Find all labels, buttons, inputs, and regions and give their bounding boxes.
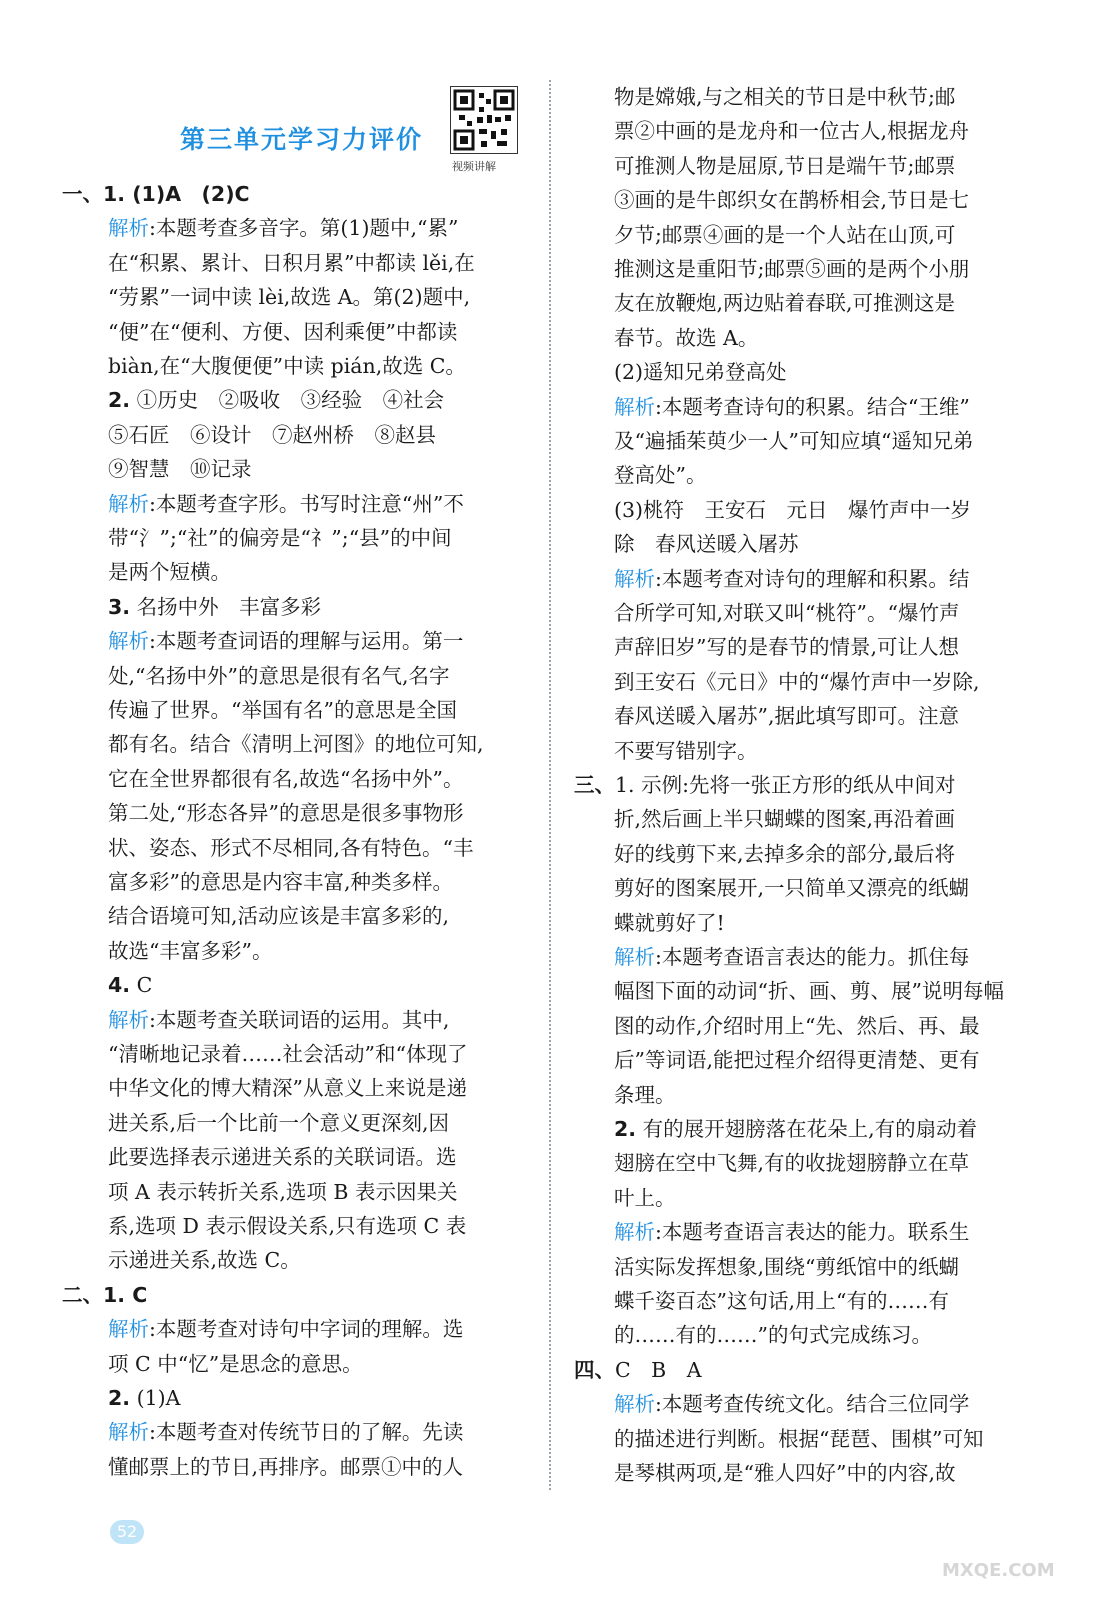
watermark-text: MXQE.COM bbox=[942, 1560, 1055, 1581]
text-line bbox=[614, 1078, 676, 1112]
line-text: 好的线剪下来,去掉多余的部分,最后将 bbox=[614, 841, 956, 866]
line-text: 的描述进行判断。根据“琵琶、围棋”可知 bbox=[614, 1426, 984, 1451]
line-text: 票②中画的是龙舟和一位古人,根据龙舟 bbox=[614, 119, 970, 144]
text-line bbox=[108, 624, 463, 658]
line-text: 状、姿态、形式不尽相同,各有特色。“丰 bbox=[108, 835, 474, 860]
line-text: 条理。 bbox=[614, 1082, 676, 1107]
header bbox=[160, 78, 560, 188]
line-text: :本题考查字形。书写时注意“州”不 bbox=[149, 491, 464, 516]
text-line bbox=[108, 968, 152, 1002]
analysis-tag: 解析 bbox=[108, 1007, 149, 1032]
text-line bbox=[108, 246, 475, 280]
text-line bbox=[108, 693, 457, 727]
line-text: C bbox=[130, 973, 153, 998]
section-number: 二、 bbox=[62, 1282, 103, 1307]
text-line bbox=[108, 1347, 363, 1381]
question-number: 3. bbox=[108, 594, 131, 619]
text-line bbox=[614, 286, 955, 320]
line-text: (2)遥知兄弟登高处 bbox=[614, 360, 787, 385]
text-line bbox=[614, 252, 969, 286]
analysis-tag: 解析 bbox=[108, 1420, 149, 1445]
text-line bbox=[108, 831, 474, 865]
text-line bbox=[614, 562, 969, 596]
text-line bbox=[108, 487, 464, 521]
text-line bbox=[614, 1215, 969, 1249]
analysis-tag: 解析 bbox=[108, 1317, 149, 1342]
line-text: :本题考查关联词语的运用。其中, bbox=[149, 1007, 450, 1032]
line-text: 活实际发挥想象,围绕“剪纸馆中的纸蝴 bbox=[614, 1254, 959, 1279]
line-text: 在“积累、累计、日积月累”中都读 lěi,在 bbox=[108, 250, 475, 275]
line-text: 春节。故选 A。 bbox=[614, 325, 759, 350]
text-line bbox=[108, 1106, 449, 1140]
line-text: 处,“名扬中外”的意思是很有名气,名字 bbox=[108, 663, 450, 688]
text-line bbox=[108, 1175, 457, 1209]
text-line bbox=[614, 1181, 676, 1215]
text-line bbox=[108, 315, 457, 349]
line-text: :本题考查对诗句的理解和积累。结 bbox=[655, 566, 970, 591]
text-line bbox=[614, 1318, 932, 1352]
line-text: 带“氵”;“社”的偏旁是“礻”;“县”的中间 bbox=[108, 526, 452, 550]
line-text: 图的动作,介绍时用上“先、然后、再、最 bbox=[614, 1013, 980, 1038]
line-text: ③画的是牛郎织女在鹊桥相会,节日是七 bbox=[614, 188, 970, 213]
line-text: (1)A bbox=[130, 1386, 181, 1410]
text-line bbox=[614, 1043, 980, 1077]
qr-label: 视频讲解 bbox=[452, 160, 496, 173]
line-text: 系,选项 D 表示假设关系,只有选项 C 表 bbox=[108, 1214, 467, 1238]
line-text: 登高处”。 bbox=[614, 463, 707, 488]
qr-code-icon[interactable] bbox=[450, 86, 518, 154]
text-line bbox=[614, 940, 969, 974]
line-text: :本题考查对诗句中字词的理解。选 bbox=[149, 1317, 464, 1342]
text-line bbox=[108, 865, 453, 899]
line-text: 进关系,后一个比前一个意义更深刻,因 bbox=[108, 1110, 450, 1135]
section-number: 一、 bbox=[62, 182, 103, 206]
line-text: 是琴棋两项,是“雅人四好”中的内容,故 bbox=[614, 1461, 956, 1485]
text-line bbox=[614, 149, 955, 183]
line-text: 推测这是重阳节;邮票⑤画的是两个小朋 bbox=[614, 257, 970, 281]
line-text: 声辞旧岁”写的是春节的情景,可让人想 bbox=[614, 635, 959, 660]
text-line bbox=[614, 321, 758, 355]
analysis-tag: 解析 bbox=[614, 566, 655, 591]
analysis-tag: 解析 bbox=[614, 1220, 655, 1245]
question-number: 4. bbox=[108, 973, 131, 998]
line-text: 中华文化的博大精深”从意义上来说是递 bbox=[108, 1076, 467, 1101]
line-text: 都有名。结合《清明上河图》的地位可知, bbox=[108, 732, 484, 757]
text-line bbox=[614, 183, 969, 217]
line-text: 友在放鞭炮,两边贴着春联,可推测这是 bbox=[614, 291, 956, 316]
text-line bbox=[614, 1422, 983, 1456]
line-text: 项 C 中“忆”是思念的意思。 bbox=[108, 1351, 363, 1376]
text-line bbox=[108, 452, 252, 486]
line-text: :本题考查词语的理解与运用。第一 bbox=[149, 629, 464, 654]
line-text: :本题考查对传统节日的了解。先读 bbox=[149, 1420, 464, 1445]
analysis-tag: 解析 bbox=[614, 394, 655, 419]
line-text: “劳累”一词中读 lèi,故选 A。第(2)题中, bbox=[108, 285, 471, 310]
text-line bbox=[108, 1312, 463, 1346]
text-line bbox=[108, 727, 484, 761]
text-line bbox=[614, 218, 955, 252]
line-text: 后”等词语,能把过程介绍得更清楚、更有 bbox=[614, 1048, 980, 1073]
line-text: 项 A 表示转折关系,选项 B 表示因果关 bbox=[108, 1179, 458, 1204]
text-line bbox=[108, 899, 449, 933]
line-text: ①历史 ②吸收 ③经验 ④社会 bbox=[130, 388, 445, 413]
text-line bbox=[108, 1381, 180, 1415]
line-text: 蝶就剪好了! bbox=[614, 910, 725, 935]
text-line bbox=[614, 390, 970, 424]
analysis-tag: 解析 bbox=[108, 491, 149, 516]
line-text: 到王安石《元日》中的“爆竹声中一岁除, bbox=[614, 669, 980, 694]
page-title: 第三单元学习力评价 bbox=[180, 125, 424, 154]
text-line bbox=[614, 974, 1004, 1008]
section-number: 三、 bbox=[574, 773, 615, 797]
line-text: :本题考查诗句的积累。结合“王维” bbox=[655, 394, 970, 419]
line-text: 1. 示例:先将一张正方形的纸从中间对 bbox=[615, 773, 956, 797]
text-line bbox=[614, 1146, 969, 1180]
section-number: 四、 bbox=[574, 1357, 615, 1382]
text-line bbox=[108, 418, 436, 452]
line-text: 1. (1)A (2)C bbox=[103, 182, 250, 206]
line-text: 懂邮票上的节日,再排序。邮票①中的人 bbox=[108, 1454, 464, 1479]
line-text: 第二处,“形态各异”的意思是很多事物形 bbox=[108, 801, 464, 826]
text-line bbox=[108, 1071, 467, 1105]
text-line bbox=[614, 734, 758, 768]
text-line bbox=[108, 521, 452, 555]
line-text: :本题考查多音字。第(1)题中,“累” bbox=[149, 216, 459, 241]
text-line bbox=[108, 659, 450, 693]
text-line bbox=[614, 871, 969, 905]
text-line bbox=[614, 1456, 956, 1490]
line-text: :本题考查语言表达的能力。抓住每 bbox=[655, 945, 970, 969]
analysis-tag: 解析 bbox=[614, 945, 655, 969]
line-text: 富多彩”的意思是内容丰富,种类多样。 bbox=[108, 870, 453, 894]
analysis-tag: 解析 bbox=[108, 629, 149, 654]
line-text: 折,然后画上半只蝴蝶的图案,再沿着画 bbox=[614, 807, 956, 832]
text-line bbox=[614, 596, 959, 630]
line-text: 叶上。 bbox=[614, 1185, 676, 1210]
text-line bbox=[614, 458, 706, 492]
line-text: 春风送暖入屠苏”,据此填写即可。注意 bbox=[614, 704, 959, 729]
question-number: 2. bbox=[108, 388, 131, 413]
text-line bbox=[108, 1209, 466, 1243]
text-line bbox=[108, 934, 272, 968]
text-line bbox=[614, 1250, 959, 1284]
text-line bbox=[614, 1387, 969, 1421]
line-text: 物是嫦娥,与之相关的节日是中秋节;邮 bbox=[614, 85, 956, 109]
line-text: 示递进关系,故选 C。 bbox=[108, 1248, 301, 1273]
line-text: 剪好的图案展开,一只简单又漂亮的纸蝴 bbox=[614, 876, 970, 901]
line-text: 它在全世界都很有名,故选“名扬中外”。 bbox=[108, 766, 464, 791]
line-text: 1. C bbox=[103, 1282, 148, 1307]
text-line bbox=[614, 699, 959, 733]
line-text: :本题考查语言表达的能力。联系生 bbox=[655, 1220, 970, 1245]
line-text: 此要选择表示递进关系的关联词语。选 bbox=[108, 1145, 457, 1170]
text-line bbox=[108, 349, 466, 383]
line-text: “清晰地记录着……社会活动”和“体现了 bbox=[108, 1042, 468, 1066]
line-text: 可推测人物是屈原,节日是端午节;邮票 bbox=[614, 153, 956, 178]
text-line bbox=[108, 555, 231, 589]
text-line bbox=[574, 768, 955, 802]
line-text: 传遍了世界。“举国有名”的意思是全国 bbox=[108, 698, 457, 722]
analysis-tag: 解析 bbox=[614, 1392, 655, 1417]
text-line bbox=[108, 1450, 463, 1484]
line-text: 及“遍插茱萸少一人”可知应填“遥知兄弟 bbox=[614, 429, 974, 453]
question-number: 2. bbox=[108, 1386, 131, 1410]
text-line bbox=[62, 177, 250, 211]
line-text: 故选“丰富多彩”。 bbox=[108, 938, 273, 963]
line-text: 除 春风送暖入屠苏 bbox=[614, 532, 799, 557]
page-number: 52 bbox=[110, 1520, 144, 1544]
line-text: 是两个短横。 bbox=[108, 560, 231, 585]
question-number: 2. bbox=[614, 1117, 637, 1141]
text-line bbox=[108, 1003, 449, 1037]
text-line bbox=[614, 906, 725, 940]
text-line bbox=[614, 802, 955, 836]
line-text: 不要写错别字。 bbox=[614, 738, 758, 763]
line-text: 的……有的……”的句式完成练习。 bbox=[614, 1323, 932, 1348]
text-line bbox=[108, 762, 463, 796]
line-text: 翅膀在空中飞舞,有的收拢翅膀静立在草 bbox=[614, 1151, 970, 1176]
text-line bbox=[574, 1353, 702, 1387]
text-line bbox=[614, 1112, 977, 1146]
text-line bbox=[614, 1009, 980, 1043]
text-line bbox=[108, 383, 444, 417]
line-text: (3)桃符 王安石 元日 爆竹声中一岁 bbox=[614, 497, 972, 522]
line-text: biàn,在“大腹便便”中读 pián,故选 C。 bbox=[108, 354, 466, 378]
text-line bbox=[108, 1415, 463, 1449]
line-text: “便”在“便利、方便、因利乘便”中都读 bbox=[108, 319, 458, 344]
line-text: 幅图下面的动词“折、画、剪、展”说明每幅 bbox=[614, 979, 1004, 1004]
line-text: 合所学可知,对联又叫“桃符”。“爆竹声 bbox=[614, 601, 960, 625]
text-line bbox=[62, 1278, 147, 1312]
text-line bbox=[614, 114, 969, 148]
text-line bbox=[614, 355, 787, 389]
line-text: ⑨智慧 ⑩记录 bbox=[108, 457, 252, 482]
text-line bbox=[614, 630, 959, 664]
line-text: 夕节;邮票④画的是一个人站在山顶,可 bbox=[614, 222, 956, 247]
text-line bbox=[108, 1037, 467, 1071]
line-text: C B A bbox=[615, 1357, 702, 1382]
text-line bbox=[108, 796, 463, 830]
line-text: 有的展开翅膀落在花朵上,有的扇动着 bbox=[636, 1117, 978, 1141]
text-line bbox=[614, 493, 971, 527]
line-text: 结合语境可知,活动应该是丰富多彩的, bbox=[108, 904, 450, 929]
text-line bbox=[108, 590, 321, 624]
text-line bbox=[614, 837, 955, 871]
line-text: 名扬中外 丰富多彩 bbox=[130, 594, 322, 619]
text-line bbox=[614, 527, 799, 561]
text-line bbox=[108, 1140, 457, 1174]
text-line bbox=[614, 665, 980, 699]
text-line bbox=[614, 1284, 949, 1318]
column-divider bbox=[549, 80, 551, 1490]
text-line bbox=[108, 211, 458, 245]
text-line bbox=[614, 80, 955, 114]
line-text: 蝶千姿百态”这句话,用上“有的……有 bbox=[614, 1289, 949, 1313]
text-line bbox=[108, 280, 470, 314]
watermark bbox=[934, 1510, 1064, 1590]
text-line bbox=[614, 424, 973, 458]
text-line bbox=[108, 1243, 301, 1277]
analysis-tag: 解析 bbox=[108, 216, 149, 241]
line-text: :本题考查传统文化。结合三位同学 bbox=[655, 1392, 970, 1417]
line-text: ⑤石匠 ⑥设计 ⑦赵州桥 ⑧赵县 bbox=[108, 422, 436, 447]
